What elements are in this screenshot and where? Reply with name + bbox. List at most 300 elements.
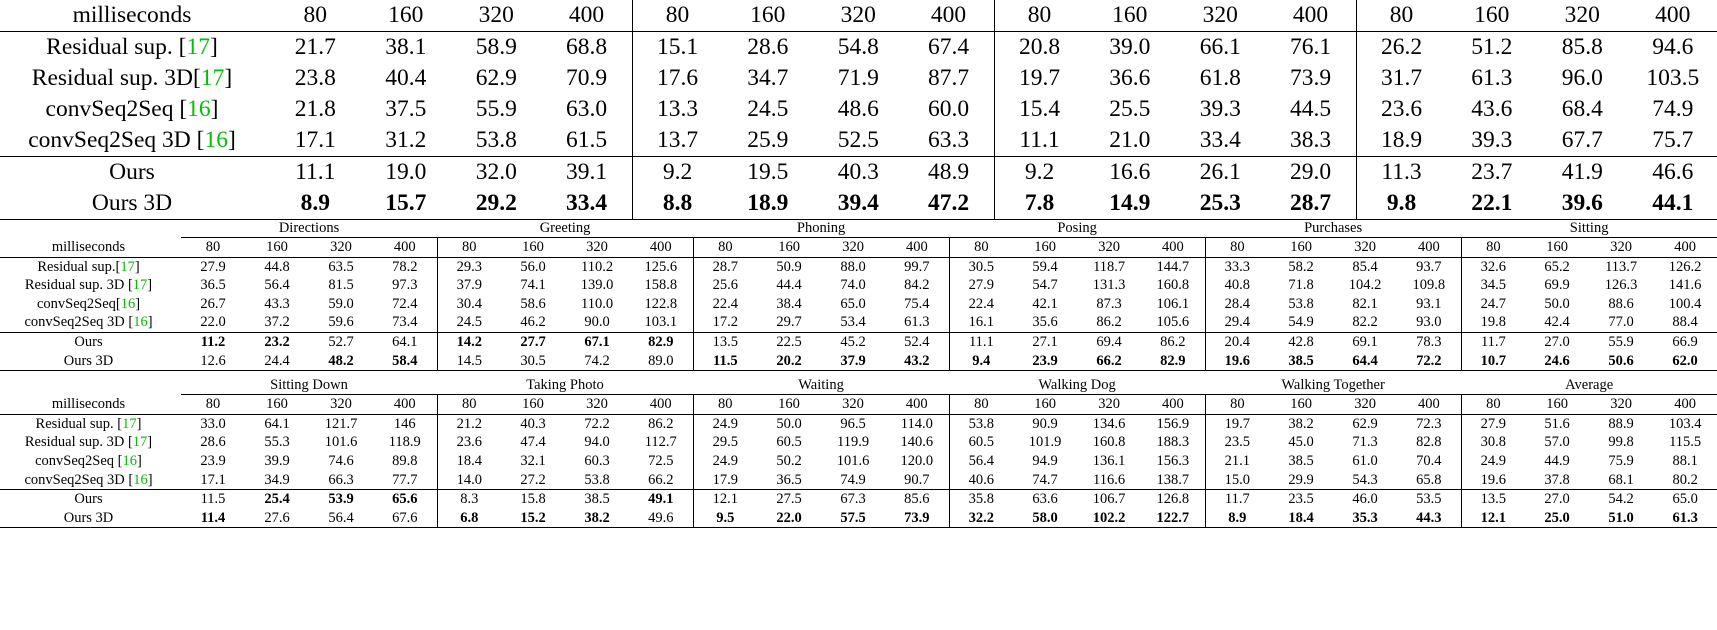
header-timestep: 320 xyxy=(821,238,885,258)
data-cell: 24.4 xyxy=(245,352,309,371)
data-cell: 28.7 xyxy=(693,257,757,276)
data-cell: 67.6 xyxy=(373,509,437,528)
data-cell: 33.4 xyxy=(542,188,633,220)
citation-ref[interactable]: 16 xyxy=(187,96,211,122)
data-cell: 126.8 xyxy=(1141,490,1205,509)
data-cell: 27.7 xyxy=(501,332,565,351)
data-cell: 64.4 xyxy=(1333,352,1397,371)
data-cell: 28.7 xyxy=(1266,188,1357,220)
header-timestep: 160 xyxy=(1269,395,1333,415)
data-cell: 46.2 xyxy=(520,314,546,331)
data-cell: 74.1 xyxy=(520,277,546,294)
data-cell: 23.9 xyxy=(200,452,226,469)
data-cell: 17.2 xyxy=(693,313,757,332)
data-cell: 43.2 xyxy=(885,352,949,371)
data-cell: 188.3 xyxy=(1156,434,1190,451)
data-cell: 78.2 xyxy=(392,258,418,275)
data-cell: 101.9 xyxy=(1028,434,1062,451)
data-cell: 60.0 xyxy=(927,96,970,122)
data-cell: 156.3 xyxy=(1156,452,1190,469)
data-cell: 46.0 xyxy=(1333,490,1397,509)
header-timestep: 160 xyxy=(757,395,821,415)
data-cell: 38.5 xyxy=(565,490,629,509)
header-timestep: 400 xyxy=(1653,395,1717,415)
header-timestep: 80 xyxy=(693,238,757,258)
data-cell: 64.1 xyxy=(373,332,437,351)
table-row xyxy=(0,414,1717,433)
data-cell: 89.8 xyxy=(392,452,418,469)
data-cell: 65.6 xyxy=(373,490,437,509)
data-cell: 17.1 xyxy=(200,471,226,488)
data-cell: 66.3 xyxy=(328,471,354,488)
header-timestep: 400 xyxy=(373,238,437,258)
data-cell: 56.0 xyxy=(520,258,546,275)
data-cell: 106.7 xyxy=(1077,490,1141,509)
data-cell: 121.7 xyxy=(324,415,358,432)
data-cell: 82.1 xyxy=(1352,295,1378,312)
data-cell: 54.3 xyxy=(1352,471,1378,488)
data-cell: 7.8 xyxy=(994,188,1085,220)
table-row xyxy=(0,257,1717,276)
data-cell: 38.2 xyxy=(565,509,629,528)
data-cell: 42.8 xyxy=(1269,332,1333,351)
data-cell: 28.6 xyxy=(200,434,226,451)
data-cell: 60.5 xyxy=(776,434,802,451)
header-timestep: 160 xyxy=(723,0,814,32)
header-timestep: 320 xyxy=(309,395,373,415)
data-cell: 22.4 xyxy=(693,295,757,314)
data-cell: 30.5 xyxy=(949,257,1013,276)
table-row xyxy=(0,94,1717,125)
data-cell: 74.6 xyxy=(328,452,354,469)
header-timestep: 80 xyxy=(632,0,723,32)
row-label: Ours 3D xyxy=(0,509,181,528)
data-cell: 66.9 xyxy=(1653,332,1717,351)
data-cell: 93.7 xyxy=(1416,258,1442,275)
data-cell: 54.9 xyxy=(1288,314,1314,331)
table-row xyxy=(0,276,1717,295)
citation-ref[interactable]: 16 xyxy=(133,314,148,331)
citation-ref[interactable]: 17 xyxy=(186,34,210,60)
data-cell: 29.0 xyxy=(1266,157,1357,189)
data-cell: 23.2 xyxy=(245,332,309,351)
data-cell: 77.0 xyxy=(1608,314,1634,331)
data-cell: 8.8 xyxy=(632,188,723,220)
data-cell: 71.3 xyxy=(1352,434,1378,451)
header-timestep: 400 xyxy=(1397,395,1461,415)
data-cell: 23.6 xyxy=(1356,94,1447,125)
data-cell: 134.6 xyxy=(1092,415,1126,432)
header-milliseconds: milliseconds xyxy=(0,0,270,32)
data-cell: 27.1 xyxy=(1013,332,1077,351)
data-cell: 100.4 xyxy=(1668,295,1702,312)
header-timestep: 80 xyxy=(994,0,1085,32)
data-cell: 21.8 xyxy=(294,96,336,122)
data-cell: 38.1 xyxy=(385,34,427,60)
group-title-row xyxy=(0,377,1717,395)
data-cell: 49.6 xyxy=(629,509,693,528)
data-cell: 71.9 xyxy=(837,65,879,91)
data-cell: 61.3 xyxy=(904,314,930,331)
table-row xyxy=(0,352,1717,371)
data-cell: 75.7 xyxy=(1652,127,1694,153)
data-cell: 47.2 xyxy=(904,188,995,220)
data-cell: 18.4 xyxy=(1269,509,1333,528)
data-cell: 72.4 xyxy=(392,295,418,312)
data-cell: 77.7 xyxy=(392,471,418,488)
table-row xyxy=(0,32,1717,64)
data-cell: 27.9 xyxy=(1461,414,1525,433)
citation-ref[interactable]: 16 xyxy=(120,295,136,312)
data-cell: 72.5 xyxy=(648,452,674,469)
data-cell: 27.0 xyxy=(1525,332,1589,351)
header-timestep: 80 xyxy=(1356,0,1447,32)
data-cell: 19.8 xyxy=(1461,313,1525,332)
data-cell: 48.6 xyxy=(837,96,879,122)
data-cell: 38.5 xyxy=(1288,452,1314,469)
data-cell: 14.5 xyxy=(437,352,501,371)
data-cell: 25.5 xyxy=(1109,96,1151,122)
data-cell: 73.9 xyxy=(885,509,949,528)
data-cell: 63.6 xyxy=(1013,490,1077,509)
header-timestep: 400 xyxy=(542,0,633,32)
data-cell: 34.7 xyxy=(747,65,789,91)
data-cell: 33.3 xyxy=(1205,257,1269,276)
data-cell: 50.0 xyxy=(776,415,802,432)
header-timestep: 400 xyxy=(1628,0,1717,32)
row-label: convSeq2Seq [16] xyxy=(35,452,142,469)
data-cell: 9.2 xyxy=(994,157,1085,189)
data-cell: 139.0 xyxy=(580,277,614,294)
data-cell: 25.9 xyxy=(747,127,789,153)
data-cell: 72.3 xyxy=(1416,415,1442,432)
citation-ref[interactable]: 17 xyxy=(122,415,137,432)
row-label: convSeq2Seq 3D [16] xyxy=(28,127,236,153)
data-cell: 37.2 xyxy=(264,314,290,331)
data-cell: 68.8 xyxy=(565,34,608,60)
data-cell: 69.1 xyxy=(1333,332,1397,351)
data-cell: 122.8 xyxy=(644,295,678,312)
data-cell: 65.2 xyxy=(1544,258,1570,275)
data-cell: 29.7 xyxy=(776,314,802,331)
data-cell: 27.5 xyxy=(757,490,821,509)
data-cell: 44.3 xyxy=(1397,509,1461,528)
data-cell: 23.5 xyxy=(1205,433,1269,452)
row-label: convSeq2Seq[16] xyxy=(36,295,141,312)
row-label: Residual sup. [17] xyxy=(35,415,142,432)
table-row xyxy=(0,471,1717,490)
data-cell: 19.7 xyxy=(1205,414,1269,433)
data-cell: 73.4 xyxy=(392,314,418,331)
data-cell: 45.2 xyxy=(821,332,885,351)
data-cell: 38.5 xyxy=(1269,352,1333,371)
data-cell: 58.0 xyxy=(1013,509,1077,528)
data-cell: 118.9 xyxy=(388,434,421,451)
data-cell: 22.0 xyxy=(757,509,821,528)
data-cell: 96.0 xyxy=(1561,65,1603,91)
header-timestep: 320 xyxy=(1077,238,1141,258)
data-cell: 113.7 xyxy=(1605,258,1638,275)
data-cell: 24.9 xyxy=(1461,452,1525,471)
group-title: Waiting xyxy=(693,377,949,395)
data-cell: 40.8 xyxy=(1205,276,1269,295)
data-cell: 57.0 xyxy=(1544,434,1570,451)
data-cell: 33.4 xyxy=(1199,127,1241,153)
data-cell: 50.0 xyxy=(1544,295,1570,312)
header-timestep: 320 xyxy=(565,395,629,415)
data-cell: 11.5 xyxy=(181,490,245,509)
data-cell: 63.0 xyxy=(565,96,608,122)
header-timestep: 400 xyxy=(629,395,693,415)
data-cell: 22.4 xyxy=(949,295,1013,314)
data-cell: 23.6 xyxy=(437,433,501,452)
citation-ref[interactable]: 17 xyxy=(132,434,148,451)
group-title: Taking Photo xyxy=(437,377,693,395)
data-cell: 54.2 xyxy=(1589,490,1653,509)
data-cell: 53.4 xyxy=(840,314,866,331)
data-cell: 26.1 xyxy=(1175,157,1266,189)
data-cell: 72.2 xyxy=(584,415,610,432)
data-cell: 44.1 xyxy=(1628,188,1717,220)
header-timestep: 80 xyxy=(1205,238,1269,258)
data-cell: 27.9 xyxy=(200,258,226,275)
data-cell: 115.5 xyxy=(1669,434,1702,451)
data-cell: 60.3 xyxy=(584,452,610,469)
data-cell: 22.0 xyxy=(200,314,226,331)
data-cell: 30.4 xyxy=(437,295,501,314)
data-cell: 53.8 xyxy=(475,127,517,153)
data-cell: 21.0 xyxy=(1109,127,1151,153)
data-cell: 11.1 xyxy=(270,157,361,189)
data-cell: 82.8 xyxy=(1416,434,1442,451)
data-cell: 29.9 xyxy=(1288,471,1314,488)
header-timestep: 320 xyxy=(1589,395,1653,415)
data-cell: 119.9 xyxy=(836,434,870,451)
data-cell: 16.1 xyxy=(949,313,1013,332)
data-cell: 138.7 xyxy=(1156,471,1190,488)
data-cell: 31.7 xyxy=(1356,63,1447,94)
data-cell: 50.6 xyxy=(1589,352,1653,371)
citation-ref[interactable]: 16 xyxy=(133,471,148,488)
data-cell: 27.2 xyxy=(520,471,546,488)
header-timestep: 80 xyxy=(270,0,361,32)
header-timestep: 400 xyxy=(1141,395,1205,415)
header-timestep: 320 xyxy=(1175,0,1266,32)
citation-ref[interactable]: 17 xyxy=(200,65,225,91)
row-label: convSeq2Seq 3D [16] xyxy=(24,471,153,488)
data-cell: 9.4 xyxy=(949,352,1013,371)
data-cell: 48.9 xyxy=(904,157,995,189)
header-timestep: 400 xyxy=(885,238,949,258)
data-cell: 61.0 xyxy=(1352,452,1378,469)
data-cell: 36.5 xyxy=(776,471,802,488)
header-timestep: 400 xyxy=(904,0,995,32)
data-cell: 37.8 xyxy=(1544,471,1570,488)
data-cell: 65.0 xyxy=(840,295,866,312)
data-cell: 25.6 xyxy=(693,276,757,295)
header-timestep: 160 xyxy=(1085,0,1176,32)
data-cell: 17.9 xyxy=(693,471,757,490)
data-cell: 67.7 xyxy=(1561,127,1603,153)
data-cell: 51.2 xyxy=(1471,34,1513,60)
header-timestep: 80 xyxy=(693,395,757,415)
data-cell: 23.9 xyxy=(1013,352,1077,371)
row-label: Residual sup. 3D [17] xyxy=(24,434,153,451)
data-cell: 16.6 xyxy=(1085,157,1176,189)
data-cell: 144.7 xyxy=(1156,258,1190,275)
data-cell: 18.4 xyxy=(437,452,501,471)
data-cell: 112.7 xyxy=(644,434,677,451)
data-cell: 54.7 xyxy=(1032,277,1058,294)
data-cell: 24.7 xyxy=(1461,295,1525,314)
table-row xyxy=(0,125,1717,157)
data-cell: 49.1 xyxy=(629,490,693,509)
data-cell: 17.1 xyxy=(294,127,336,153)
data-cell: 81.5 xyxy=(328,277,354,294)
data-cell: 61.5 xyxy=(565,127,608,153)
row-label: convSeq2Seq 3D [16] xyxy=(24,314,153,331)
data-cell: 23.5 xyxy=(1269,490,1333,509)
header-timestep: 320 xyxy=(1537,0,1628,32)
data-cell: 73.9 xyxy=(1289,65,1332,91)
header-timestep: 320 xyxy=(1589,238,1653,258)
data-cell: 97.3 xyxy=(392,277,418,294)
data-cell: 39.3 xyxy=(1199,96,1241,122)
data-cell: 71.8 xyxy=(1288,277,1314,294)
data-cell: 45.0 xyxy=(1288,434,1314,451)
citation-ref[interactable]: 17 xyxy=(132,277,148,294)
data-cell: 86.2 xyxy=(648,415,674,432)
data-cell: 88.1 xyxy=(1672,452,1698,469)
row-label: Ours xyxy=(0,490,181,509)
data-cell: 28.6 xyxy=(747,34,789,60)
header-timestep: 320 xyxy=(451,0,542,32)
data-cell: 17.6 xyxy=(632,63,723,94)
data-cell: 75.4 xyxy=(904,295,930,312)
data-cell: 21.1 xyxy=(1205,452,1269,471)
data-cell: 8.3 xyxy=(437,490,501,509)
data-cell: 126.2 xyxy=(1668,258,1702,275)
data-cell: 15.8 xyxy=(501,490,565,509)
header-timestep: 400 xyxy=(1141,238,1205,258)
data-cell: 141.6 xyxy=(1668,277,1702,294)
data-cell: 82.9 xyxy=(629,332,693,351)
data-cell: 11.2 xyxy=(181,332,245,351)
data-cell: 46.6 xyxy=(1628,157,1717,189)
data-cell: 36.6 xyxy=(1109,65,1151,91)
data-cell: 21.2 xyxy=(437,414,501,433)
data-cell: 11.3 xyxy=(1356,157,1447,189)
row-label: Ours xyxy=(0,332,181,351)
citation-ref[interactable]: 16 xyxy=(204,127,228,153)
citation-ref[interactable]: 17 xyxy=(120,258,135,275)
data-cell: 118.7 xyxy=(1093,258,1126,275)
table-row xyxy=(0,433,1717,452)
data-cell: 40.6 xyxy=(949,471,1013,490)
data-cell: 62.0 xyxy=(1653,352,1717,371)
data-cell: 53.5 xyxy=(1397,490,1461,509)
table-row xyxy=(0,509,1717,528)
data-cell: 109.8 xyxy=(1412,277,1446,294)
data-cell: 56.4 xyxy=(264,277,290,294)
data-cell: 14.9 xyxy=(1085,188,1176,220)
table-row xyxy=(0,452,1717,471)
row-label: convSeq2Seq [16] xyxy=(45,96,219,122)
data-cell: 29.2 xyxy=(451,188,542,220)
data-cell: 25.3 xyxy=(1175,188,1266,220)
data-cell: 21.7 xyxy=(294,34,336,60)
header-timestep: 160 xyxy=(361,0,452,32)
header-timestep: 160 xyxy=(757,238,821,258)
header-timestep: 400 xyxy=(885,395,949,415)
header-timestep: 80 xyxy=(949,395,1013,415)
group-title: Greeting xyxy=(437,220,693,238)
data-cell: 37.5 xyxy=(385,96,427,122)
data-cell: 56.4 xyxy=(949,452,1013,471)
data-cell: 24.5 xyxy=(747,96,789,122)
header-timestep: 80 xyxy=(437,395,501,415)
data-cell: 140.6 xyxy=(900,434,934,451)
data-cell: 29.5 xyxy=(693,433,757,452)
data-cell: 101.6 xyxy=(324,434,358,451)
data-cell: 70.4 xyxy=(1416,452,1442,469)
data-cell: 93.0 xyxy=(1416,314,1442,331)
data-cell: 53.8 xyxy=(1288,295,1314,312)
data-cell: 39.4 xyxy=(813,188,904,220)
data-cell: 52.4 xyxy=(885,332,949,351)
data-cell: 90.9 xyxy=(1032,415,1058,432)
header-timestep: 320 xyxy=(821,395,885,415)
citation-ref[interactable]: 16 xyxy=(122,452,138,469)
data-cell: 15.0 xyxy=(1205,471,1269,490)
data-cell: 44.9 xyxy=(1544,452,1570,469)
data-cell: 18.9 xyxy=(1356,125,1447,157)
data-cell: 58.9 xyxy=(475,34,517,60)
data-cell: 68.1 xyxy=(1608,471,1634,488)
data-cell: 88.4 xyxy=(1672,314,1698,331)
header-timestep: 320 xyxy=(1333,238,1397,258)
data-cell: 44.4 xyxy=(776,277,802,294)
data-cell: 86.2 xyxy=(1096,314,1122,331)
data-cell: 13.7 xyxy=(632,125,723,157)
data-cell: 31.2 xyxy=(385,127,427,153)
header-timestep: 160 xyxy=(245,238,309,258)
results-table-top xyxy=(0,0,1717,220)
data-cell: 12.6 xyxy=(181,352,245,371)
data-cell: 74.2 xyxy=(565,352,629,371)
data-cell: 61.3 xyxy=(1653,509,1717,528)
data-cell: 75.9 xyxy=(1608,452,1634,469)
data-cell: 105.6 xyxy=(1156,314,1190,331)
data-cell: 35.8 xyxy=(949,490,1013,509)
data-cell: 89.0 xyxy=(629,352,693,371)
table-row xyxy=(0,490,1717,509)
data-cell: 116.6 xyxy=(1093,471,1126,488)
data-cell: 22.5 xyxy=(757,332,821,351)
data-cell: 39.9 xyxy=(264,452,290,469)
data-cell: 66.2 xyxy=(648,471,674,488)
data-cell: 64.1 xyxy=(264,415,290,432)
data-cell: 74.9 xyxy=(840,471,866,488)
data-cell: 86.2 xyxy=(1141,332,1205,351)
data-cell: 38.4 xyxy=(776,295,802,312)
data-cell: 110.0 xyxy=(580,295,614,312)
data-cell: 57.5 xyxy=(821,509,885,528)
header-timestep: 160 xyxy=(501,395,565,415)
header-timestep: 400 xyxy=(629,238,693,258)
table-row xyxy=(0,188,1717,220)
data-cell: 35.3 xyxy=(1333,509,1397,528)
